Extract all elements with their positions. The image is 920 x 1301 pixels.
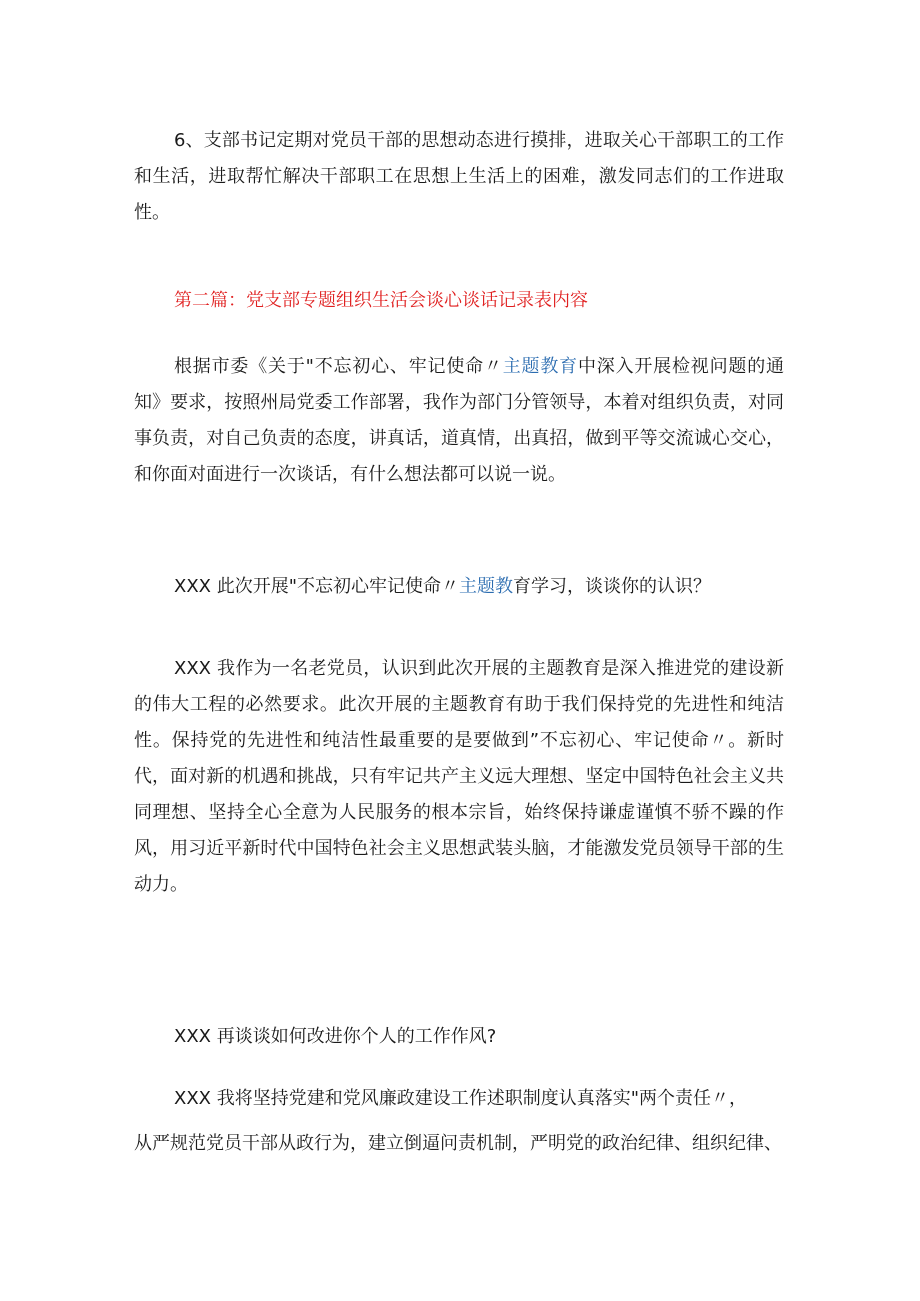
intro-text-after: 中深入开展检视问题的通知》要求，按照州局党委工作部署，我作为部门分管领导，本着对组织负责，对同事负责，对自己负责的态度，讲真话，道真情，出真招，做到平等交流诚心交心，和你面对面进行一次谈话，有什么想法都可以说一说。 bbox=[134, 356, 785, 485]
theme-education-link-2[interactable]: 主题教 bbox=[459, 576, 513, 597]
question-1-after: 育学习，谈谈你的认识？ bbox=[513, 576, 711, 597]
answer-2-line-2: 从严规范党员干部从政行为，建立倒逼问责机制，严明党的政治纪律、组织纪律、 bbox=[134, 1133, 782, 1154]
answer-2-line-1: XXX 我将坚持党建和党风廉政建设工作述职制度认真落实"两个责任〃， bbox=[174, 1088, 747, 1109]
section-heading: 第二篇：党支部专题组织生活会谈心谈话记录表内容 bbox=[174, 290, 588, 311]
question-1-before: XXX 此次开展"不忘初心牢记使命〃 bbox=[174, 576, 459, 597]
theme-education-link[interactable]: 主题教育 bbox=[502, 356, 578, 377]
paragraph-item-6: 6、支部书记定期对党员干部的思想动态进行摸排，进取关心干部职工的工作和生活，进取帮忙解决干部职工在思想上生活上的困难，激发同志们的工作进取性。 bbox=[134, 130, 784, 223]
paragraph-intro bbox=[134, 349, 784, 493]
question-1 bbox=[134, 569, 784, 605]
answer-1: XXX 我作为一名老党员，认识到此次开展的主题教育是深入推进党的建设新的伟大工程的必然要求。此次开展的主题教育有助于我们保持党的先进性和纯洁性。保持党的先进性和纯洁性最重要的是要做到”不忘初心、牢记使命〃。新时代，面对新的机遇和挑战，只有牢记共产主义远大理想、坚定中国特色社会主义共同理想、坚持全心全意为人民服务的根本宗旨，始终保持谦虚谨慎不骄不躁的作风，用习近平新时代中国特色社会主义思想武装头脑，才能激发党员领导干部的生动力。 bbox=[134, 658, 784, 895]
intro-text-before: 根据市委《关于"不忘初心、牢记使命〃 bbox=[174, 356, 503, 377]
question-2: XXX 再谈谈如何改进你个人的工作作风? bbox=[174, 1026, 497, 1047]
